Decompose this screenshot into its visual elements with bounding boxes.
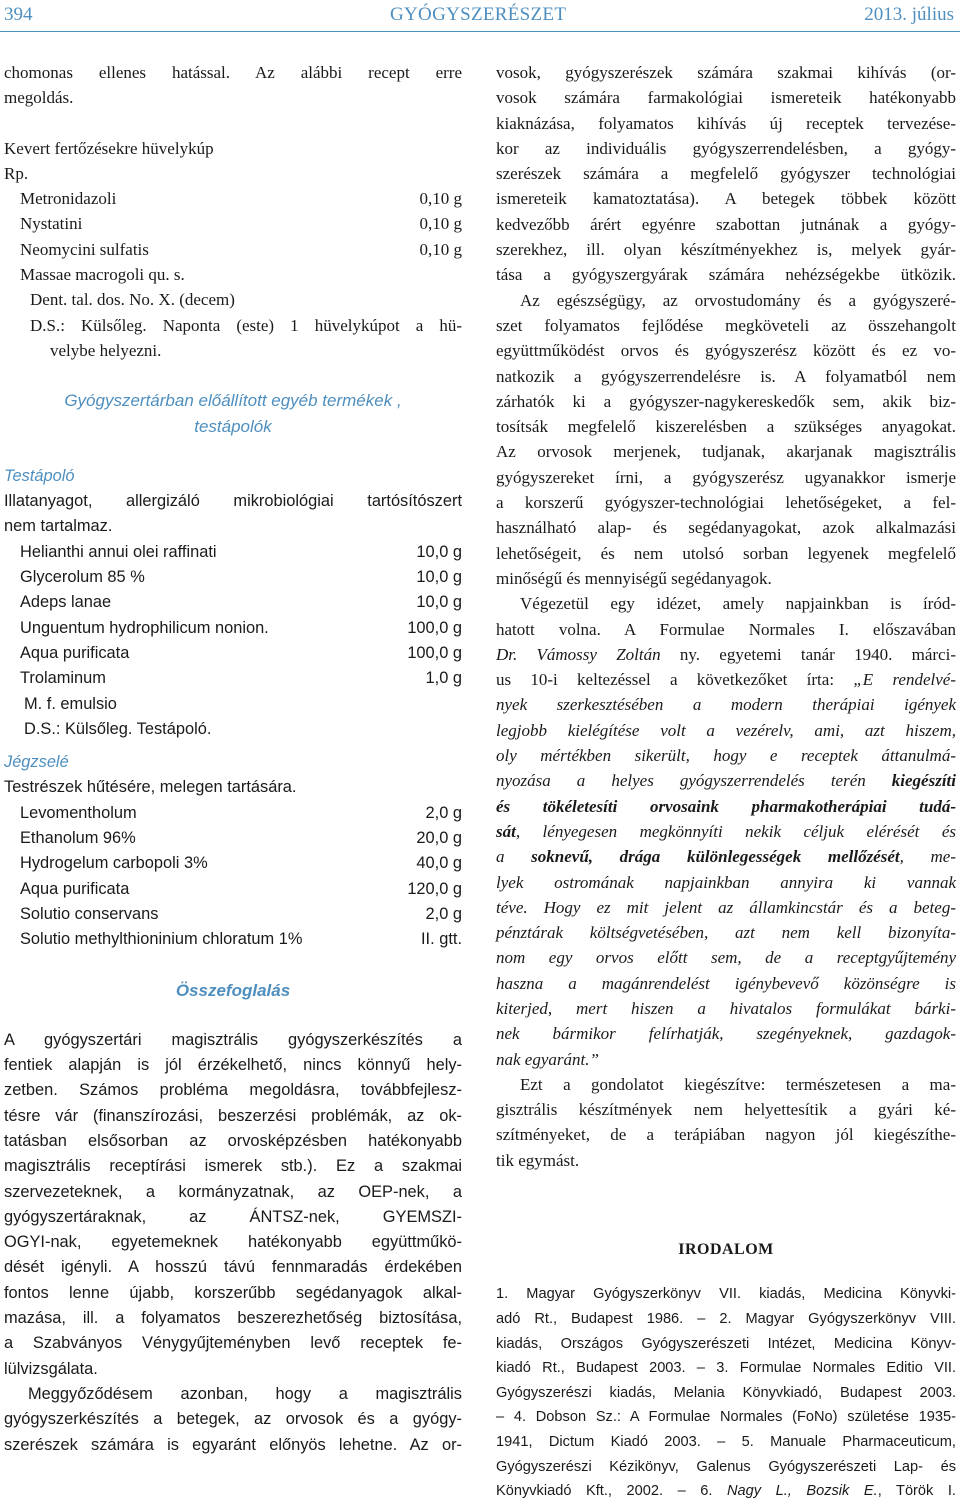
- recipe-line: Dent. tal. dos. No. X. (decem): [30, 290, 235, 310]
- recipe-item: Trolaminum 1,0 g: [20, 669, 462, 688]
- paragraph: vosok, gyógyszerészek számára szakmai kihívás (or- vosok számára farmakológiai ismereteik hatékonyabb kiaknázása, folyamatos kihívás új receptek tervezése- kor az individuális gyógyszerrendelésben, a gyógy- szerészek számára a megfelelő gyógyszer technológiai ismereteik kamatoztatása). A betegek többek között kedvezőbb árért egyénre szabottan jutnának a gyógy- szerekhez, ill. olyan készítményekhez is, melyek gyár- tása a gyógyszergyárak számára nehézségekbe ütközik.: [496, 63, 956, 285]
- right-column: [496, 60, 956, 1504]
- references-list: 1. Magyar Gyógyszerkönyv VII. kiadás, Medicina Könyvki- adó Rt., Budapest 1986. – 2. Magyar Gyógyszerkönyv VIII. kiadás, Országos Gyógyszerészeti Intézet, Medicina Könyv- kiadó Rt., Budapest 2003. – 3. Formulae Normales Editio VII. Gyógyszerészi kiadás, Melania Könyvkiadó, Budapest 2003. – 4. Dobson Sz.: A Formulae Normales (FoNo) születése 1935- 1941, Dictum Kiadó 2003. – 5. Manuale Pharmaceuticum, Gyógyszerészi Kézikönyv, Galenus Gyógyszerészeti Lap- és Könyvkiadó Kft., 2002. – 6. Nagy L., Bozsik E., Török I.: [496, 1286, 956, 1500]
- text-line: chomonas ellenes hatással. Az alábbi recept erre: [4, 63, 462, 82]
- recipe-item: Helianthi annui olei raffinati 10,0 g: [20, 542, 462, 561]
- recipe-desc: Testrészek hűtésére, melegen tartására.: [4, 778, 297, 797]
- recipe-line: Massae macrogoli qu. s.: [20, 265, 185, 285]
- recipe-rp: Rp.: [4, 163, 29, 183]
- recipe-title: Kevert fertőzésekre hüvelykúp: [4, 138, 214, 158]
- recipe-desc: nem tartalmaz.: [4, 517, 113, 536]
- summary-paragraph: A gyógyszertári magisztrális gyógyszerkészítés a fentiek alapján is jól érzékelhető, nincs könnyű hely- zetben. Számos probléma megoldásra, továbbfejlesz- tésre vár (finanszírozási, beszerzési problémák, az ok- tatásban elsősorban az orvosképzésben hatékonyabb magisztrális receptírási ismerek stb.). Ez a szakmai szervezeteknek, a kormányzatnak, az OEP-nek, a gyógyszertáraknak, az ÁNTSZ-nek, GYEMSZI- OGYI-nak, egyetemeknek hatékonyabb együttműkö- dését igényli. A hosszú távú fennmaradás érdekében fontos lenne újabb, korszerűbb segédanyagok alkal- mazása, ill. a folyamatos beszerezhetőség biztosítása, a Szabványos Vénygyűjteményben levő receptek fe- lülvizsgálata. Meggyőződésem azonban, hogy a magisztrális gyógyszerkészítés a betegek, az orvosok és a gyógy- szerészek számára is egyaránt előnyös lehetne. Az or-: [4, 1030, 462, 1454]
- summary-heading: Összefoglalás: [175, 980, 291, 1000]
- recipe-item: Ethanolum 96% 20,0 g: [20, 829, 462, 848]
- recipe-item: Metronidazoli 0,10 g: [20, 189, 462, 209]
- recipe-line: D.S.: Külsőleg. Naponta (este) 1 hüvelykúpot a hü-: [30, 315, 462, 335]
- recipe-body-lotion: [4, 464, 462, 742]
- paragraph: Ezt a gondolatot kiegészítve: természetesen a ma- gisztrális készítmények nem helyettesítik a gyári ké- szítményeket, de a terápiában nagyon jól kiegészíthe- tik egymást.: [496, 1074, 956, 1170]
- recipe-item: Nystatini 0,10 g: [20, 214, 462, 234]
- page-header: [0, 0, 960, 34]
- recipe-desc: Illatanyagot, allergizáló mikrobiológiai tartósítószert: [4, 492, 462, 511]
- recipe-suppository: [4, 136, 462, 364]
- recipe-line: D.S.: Külsőleg. Testápoló.: [24, 719, 212, 738]
- journal-title: GYÓGYSZERÉSZET: [390, 4, 567, 25]
- recipe-item: Solutio conservans 2,0 g: [20, 904, 462, 923]
- recipe-item: Neomycini sulfatis 0,10 g: [20, 239, 462, 259]
- recipe-item: Aqua purificata 120,0 g: [20, 879, 462, 898]
- quote-paragraph: Végezetül egy idézet, amely napjainkban is íród- hatott volna. A Formulae Normales I. előszavában Dr. Vámossy Zoltán ny. egyetemi tanár 1940. márci- us 10-i keltezéssel a következőket írta: „E rendelvé- nyek szerkesztésében a modern therápiai igények legjobb kielégítése volt a vezérelv, ami, azt hiszem, oly mértékben sikerült, hogy e receptek áttanulmá- nyozása a helyes gyógyszerrendelés terén kiegészíti és tökéletesíti orvosaink pharmakotherápiai tudá- sát, lényegesen megkönnyíti nekik céljuk elérését és a soknevű, drága különlegességek mellőzését, me- lyek ostromának napjainkban annyira ki vannak téve. Hogy ez mit jelent az államkincstár és a beteg- pénztárak költségvetésében, azt nem kell bizonyíta- nom egy orvos előtt sem, de a receptgyűjtemény haszna a magánrendelést igénybevevő közönségre is kiterjed, mert hiszen a hivatalos formulákat bárki- nek bármikor felírhatják, szegényeknek, gazdagok- nak egyaránt.”: [496, 594, 957, 1069]
- header-rule: [0, 31, 960, 32]
- recipe-item: Hydrogelum carbopoli 3% 40,0 g: [20, 854, 462, 873]
- recipe-item: Glycerolum 85 % 10,0 g: [20, 568, 462, 587]
- recipe-line: M. f. emulsio: [24, 694, 117, 713]
- recipe-title: Jégzselé: [4, 753, 69, 772]
- recipe-item: Solutio methylthioninium chloratum 1% II. gtt.: [20, 930, 462, 949]
- issue-date: 2013. július: [864, 4, 954, 25]
- recipe-item: Levomentholum 2,0 g: [20, 803, 462, 822]
- recipe-line: velybe helyezni.: [50, 340, 162, 360]
- paragraph: Az egészségügy, az orvostudomány és a gyógyszeré- szet folyamatos fejlődése megköveteli az összehangolt együttműködést orvos és gyógyszerész között és ez vo- natkozik a gyógyszerrendelésre is. A folyamatból nem zárhatók ki a gyógyszer-nagykereskedők sem, akik biz- tosítsák megfelelő kiszerelésben a szükséges anyagokat. Az orvosok merjenek, tudjanak, akarjanak magisztrális gyógyszereket írni, a gyógyszerész ugyanakkor ismerje a korszerű gyógyszer-technológiai lehetőségeket, a fel- használható alap- és segédanyagokat, azok alkalmazási lehetőségeit, és nem utolsó sorban legyenek megfelelő minőségű és mennyiségű segédanyagok.: [496, 290, 956, 588]
- text-line: megoldás.: [4, 88, 74, 108]
- page-number: 394: [4, 4, 33, 25]
- recipe-ice-gel: [4, 750, 462, 952]
- recipe-title: Testápoló: [4, 466, 75, 485]
- references-heading: IRODALOM: [678, 1241, 774, 1259]
- recipe-item: Adeps lanae 10,0 g: [20, 593, 462, 612]
- recipe-item: Aqua purificata 100,0 g: [20, 643, 462, 662]
- recipe-item: Unguentum hydrophilicum nonion. 100,0 g: [20, 618, 462, 637]
- section-heading: Gyógyszertárban előállított egyéb termékek , testápolók: [64, 391, 402, 436]
- left-column: [4, 60, 462, 1458]
